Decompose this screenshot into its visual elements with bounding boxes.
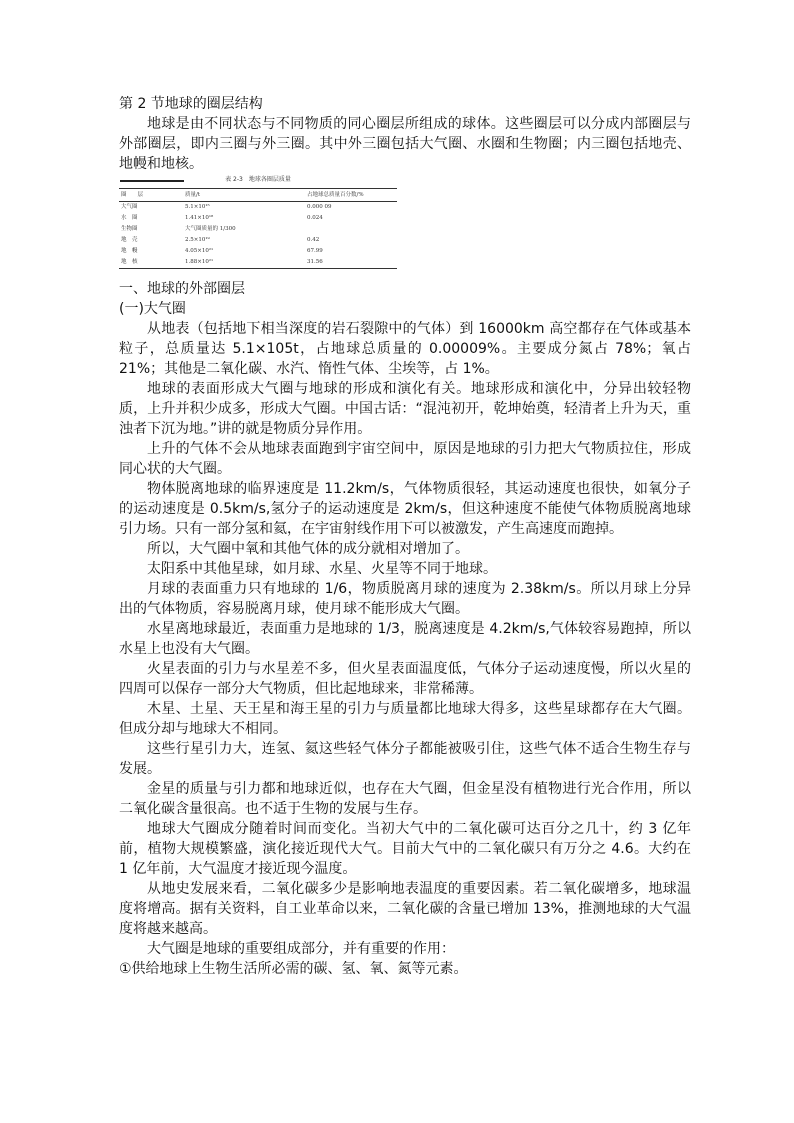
table-row	[119, 246, 397, 257]
list-item: ①供给地球上生物生活所必需的碳、氢、氧、氮等元素。	[119, 961, 468, 977]
body-paragraph: 地球大气圈成分随着时间而变化。当初大气中的二氧化碳可达百分之几十，约 3 亿年前，植物大规模繁盛，演化接近现代大气。目前大气中的二氧化碳只有万分之 4.6。大约在 1 亿年前，大气温度才接近现今温度。	[119, 821, 691, 877]
table-header-cell: 占地球总质量百分数/%	[305, 189, 397, 202]
body-paragraph: 从地史发展来看，二氧化碳多少是影响地表温度的重要因素。若二氧化碳增多，地球温度将增高。据有关资料，自工业革命以来，二氧化碳的含量已增加 13%，推测地球的大气温度将越来越高。	[119, 881, 691, 937]
body-paragraph: 上升的气体不会从地球表面跑到宇宙空间中，原因是地球的引力把大气物质拉住，形成同心状的大气圈。	[119, 441, 691, 477]
table-row	[119, 257, 397, 269]
table-cell: 水 圈	[121, 215, 138, 221]
table-caption: 表 2-3 地球各圈层质量	[225, 176, 291, 183]
layer-mass-table-figure	[119, 176, 397, 269]
table-cell: 地 核	[119, 257, 183, 269]
table-cell: 5.1×10¹⁵	[185, 204, 210, 210]
table-cell: 0.42	[307, 237, 320, 243]
body-paragraph: 地球的表面形成大气圈与地球的形成和演化有关。地球形成和演化中，分异出较轻物质，上升并积少成多，形成大气圈。中国古话：“混沌初开，乾坤始奠，轻清者上升为天，重浊者下沉为地。”讲的就是物质分异作用。	[119, 381, 691, 437]
table-cell: 0.024	[307, 215, 323, 221]
table-cell: 1.88×10²¹	[183, 257, 305, 269]
body-paragraph: 这些行星引力大，连氢、氦这些轻气体分子都能被吸引住，这些气体不适合生物生存与发展。	[119, 741, 691, 777]
table-cell: 67.99	[307, 248, 323, 254]
table-cell: 大气圈	[121, 204, 138, 210]
body-paragraph: 火星表面的引力与水星差不多，但火星表面温度低，气体分子运动速度慢，所以火星的四周可以保存一部分大气物质，但比起地球来，非常稀薄。	[119, 661, 691, 697]
table-cell: 4.05×10²¹	[185, 248, 214, 254]
table-cell: 1.41×10¹⁸	[185, 215, 214, 221]
body-paragraph: 大气圈是地球的重要组成部分，并有重要的作用：	[147, 941, 455, 957]
table-row	[119, 213, 397, 224]
document-page	[119, 94, 691, 979]
table-row	[119, 224, 397, 235]
table-header-cell: 质量/t	[183, 189, 305, 202]
body-paragraph: 木星、土星、天王星和海王星的引力与质量都比地球大得多，这些星球都存在大气圈。但成分却与地球大不相同。	[119, 701, 691, 737]
intro-paragraph: 地球是由不同状态与不同物质的同心圈层所组成的球体。这些圈层可以分成内部圈层与外部圈层，即内三圈与外三圈。其中外三圈包括大气圈、水圈和生物圈；内三圈包括地壳、地幔和地核。	[119, 116, 691, 172]
body-paragraph: 太阳系中其他星球，如月球、水星、火星等不同于地球。	[147, 561, 497, 577]
table-cell: 31.56	[305, 257, 397, 269]
heading-outer-layers: 一、地球的外部圈层	[119, 281, 245, 297]
table-cell: 地 壳	[121, 237, 138, 243]
table-cell: 地 幔	[121, 248, 138, 254]
body-paragraph: 物体脱离地球的临界速度是 11.2km/s，气体物质很轻，其运动速度也很快，如氧分子的运动速度是 0.5km/s,氢分子的运动速度是 2km/s，但这种速度不能使气体物质脱离地球引力场。只有一部分氢和氦，在宇宙射线作用下可以被激发，产生高速度而跑掉。	[119, 481, 691, 537]
section-title: 第 2 节地球的圈层结构	[119, 96, 263, 112]
table-row	[119, 235, 397, 246]
layer-mass-table	[119, 188, 397, 269]
body-paragraph: 所以，大气圈中氧和其他气体的成分就相对增加了。	[147, 541, 469, 557]
table-cell: 0.000 09	[307, 204, 332, 210]
table-header-row	[119, 189, 397, 202]
table-cell	[305, 224, 397, 235]
table-cell: 大气圈质量的 1/300	[185, 226, 236, 232]
body-paragraph: 从地表（包括地下相当深度的岩石裂隙中的气体）到 16000km 高空都存在气体或基本粒子，总质量达 5.1×105t，占地球总质量的 0.00009%。主要成分氮占 78%；氧占 21%；其他是二氧化碳、水汽、惰性气体、尘埃等，占 1%。	[119, 321, 691, 377]
table-header-cell: 圈 层	[119, 189, 183, 202]
table-cell: 生物圈	[121, 226, 138, 232]
body-paragraph: 月球的表面重力只有地球的 1/6，物质脱离月球的速度为 2.38km/s。所以月球上分异出的气体物质，容易脱离月球，使月球不能形成大气圈。	[119, 581, 691, 617]
body-paragraph: 金星的质量与引力都和地球近似，也存在大气圈，但金星没有植物进行光合作用，所以二氧化碳含量很高。也不适于生物的发展与生存。	[119, 781, 691, 817]
table-row	[119, 202, 397, 214]
body-paragraph: 水星离地球最近，表面重力是地球的 1/3，脱离速度是 4.2km/s,气体较容易跑掉，所以水星上也没有大气圈。	[119, 621, 691, 657]
heading-atmosphere: (一)大气圈	[119, 301, 186, 317]
table-cell: 2.5×10¹⁹	[185, 237, 210, 243]
